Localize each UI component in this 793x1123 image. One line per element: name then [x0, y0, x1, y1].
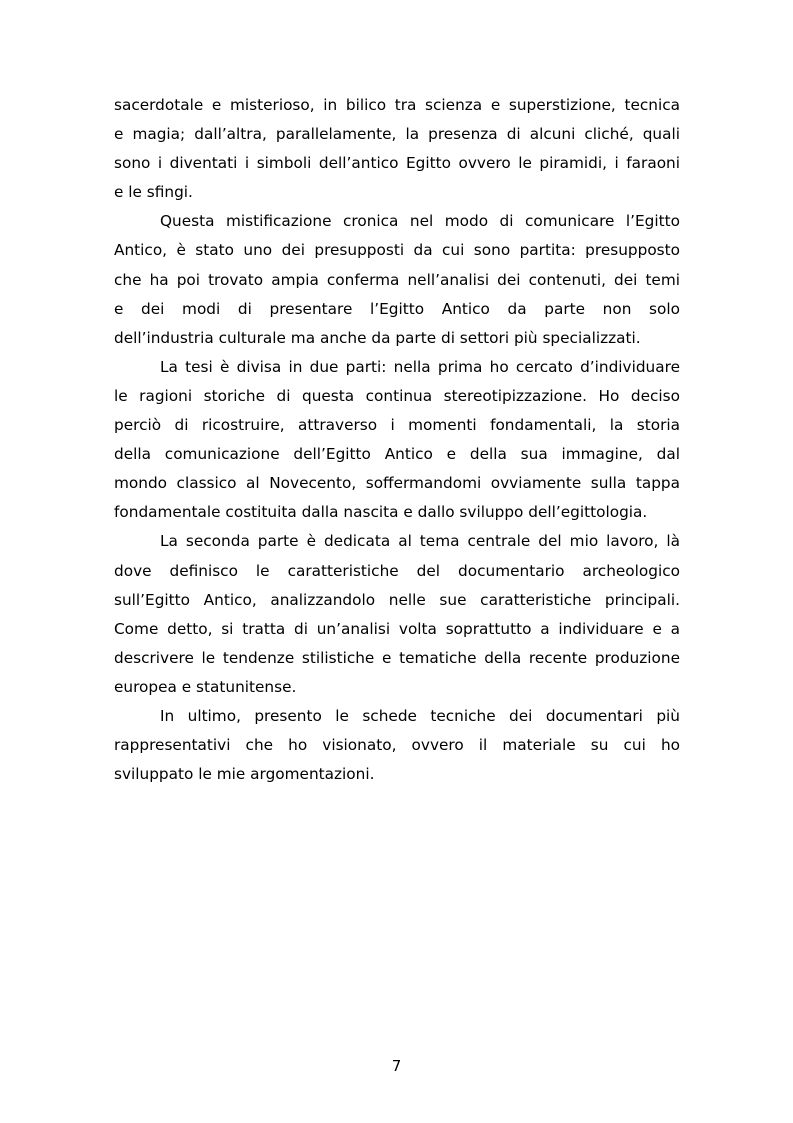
text-line: sacerdotale e misterioso, in bilico tra scienza e superstizione, tecnica — [114, 96, 680, 114]
text-line: In ultimo, presento le schede tecniche dei documentari più — [160, 706, 680, 725]
page-number: 7 — [391, 1057, 402, 1075]
text-line: e magia; dall’altra, parallelamente, la presenza di alcuni cliché, quali — [114, 125, 680, 144]
text-line: rappresentativi che ho visionato, ovvero il materiale su cui ho — [114, 736, 680, 755]
text-line: dell’industria culturale ma anche da parte di settori più specializzati. — [114, 328, 641, 347]
text-line: perciò di ricostruire, attraverso i momenti fondamentali, la storia — [114, 416, 680, 435]
text-line: sull’Egitto Antico, analizzandolo nelle sue caratteristiche principali. — [114, 590, 680, 609]
text-line: mondo classico al Novecento, soffermandomi ovviamente sulla tappa — [114, 474, 680, 493]
text-line: Come detto, si tratta di un’analisi volta soprattutto a individuare e a — [114, 619, 680, 638]
text-line: che ha poi trovato ampia conferma nell’analisi dei contenuti, dei temi — [114, 270, 680, 289]
text-line: europea e statunitense. — [114, 677, 297, 696]
text-line: dove definisco le caratteristiche del documentario archeologico — [114, 561, 680, 580]
text-line: della comunicazione dell’Egitto Antico e della sua immagine, dal — [114, 445, 680, 464]
text-line: Antico, è stato uno dei presupposti da cui sono partita: presupposto — [114, 241, 680, 260]
text-line: descrivere le tendenze stilistiche e tematiche della recente produzione — [114, 648, 680, 667]
text-line: fondamentale costituita dalla nascita e dallo sviluppo dell’egittologia. — [114, 503, 648, 522]
text-line: e dei modi di presentare l’Egitto Antico da parte non solo — [114, 299, 680, 318]
text-line: La tesi è divisa in due parti: nella prima ho cercato d’individuare — [160, 357, 680, 376]
text-line: le ragioni storiche di questa continua stereotipizzazione. Ho deciso — [114, 386, 680, 405]
text-line: La seconda parte è dedicata al tema centrale del mio lavoro, là — [160, 532, 680, 551]
text-line: Questa mistificazione cronica nel modo di comunicare l’Egitto — [160, 212, 680, 231]
text-line: sono i diventati i simboli dell’antico Egitto ovvero le piramidi, i faraoni — [114, 154, 680, 173]
text-line: e le sfingi. — [114, 183, 193, 202]
text-line: sviluppato le mie argomentazioni. — [114, 765, 375, 784]
body-text — [114, 91, 680, 789]
